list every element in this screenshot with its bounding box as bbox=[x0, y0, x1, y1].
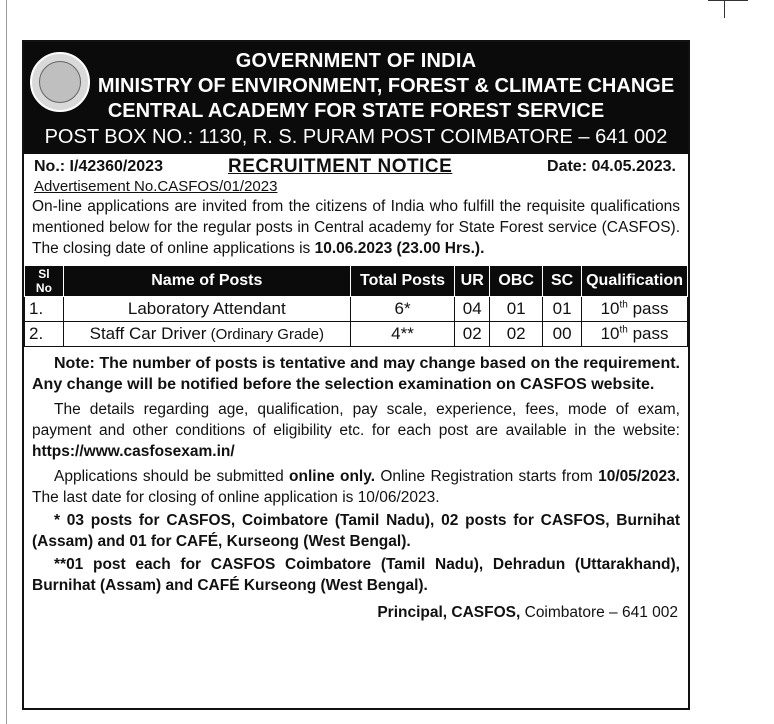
reference-number: No.: I/42360/2023 bbox=[34, 158, 163, 175]
notice-date: Date: 04.05.2023. bbox=[547, 158, 676, 175]
details-paragraph: The details regarding age, qualification, pay scale, experience, fees, mode of exam, payment and other conditions of eligibility etc. for each post are available in the website: https://www.casfosexam.in/ bbox=[32, 401, 680, 460]
header-line-1: GOVERNMENT OF INDIA bbox=[235, 50, 477, 72]
header-line-2: MINISTRY OF ENVIRONMENT, FOREST & CLIMATE CHANGE bbox=[97, 75, 675, 97]
col-sc: SC bbox=[543, 266, 582, 297]
header-line-3: CENTRAL ACADEMY FOR STATE FOREST SERVICE bbox=[107, 100, 605, 122]
cell-qualification: 10th pass bbox=[582, 297, 688, 322]
cell-obc: 01 bbox=[490, 297, 543, 322]
recruitment-advertisement bbox=[22, 40, 690, 710]
page-edge-line bbox=[6, 0, 7, 724]
footnote-single-asterisk: * 03 posts for CASFOS, Coimbatore (Tamil Nadu), 02 posts for CASFOS, Burnihat (Assam) and 01 for CAFÉ, Kurseong (West Bengal). bbox=[32, 512, 680, 550]
website-link[interactable]: https://www.casfosexam.in/ bbox=[32, 443, 235, 460]
cell-sl: 1. bbox=[25, 297, 64, 322]
table-row bbox=[25, 297, 688, 322]
apply-paragraph: Applications should be submitted online only. Online Registration starts from 10/05/2023. The last date for closing of online application is 10/06/2023. bbox=[32, 468, 680, 506]
cell-obc: 02 bbox=[490, 322, 543, 347]
reference-row bbox=[32, 156, 680, 178]
col-obc: OBC bbox=[490, 266, 543, 297]
footnote-double-asterisk: **01 post each for CASFOS Coimbatore (Tamil Nadu), Dehradun (Uttarakhand), Burnihat (Assam) and CAFÉ Kurseong (West Bengal). bbox=[32, 556, 680, 594]
cell-total: 6* bbox=[350, 297, 454, 322]
cell-post-name: Staff Car Driver (Ordinary Grade) bbox=[63, 322, 350, 347]
cell-qualification: 10th pass bbox=[582, 322, 688, 347]
col-sl-no: Sl No bbox=[25, 266, 64, 297]
table-row bbox=[25, 322, 688, 347]
crop-mark-horizontal bbox=[708, 0, 748, 1]
cell-sc: 00 bbox=[543, 322, 582, 347]
advertisement-number: Advertisement No.CASFOS/01/2023 bbox=[34, 178, 278, 195]
cell-total: 4** bbox=[350, 322, 454, 347]
col-ur: UR bbox=[455, 266, 490, 297]
cell-ur: 02 bbox=[455, 322, 490, 347]
header-banner bbox=[24, 42, 688, 154]
header-address: POST BOX NO.: 1130, R. S. PURAM POST COIMBATORE – 641 002 bbox=[44, 126, 668, 148]
table-header-row bbox=[25, 266, 688, 297]
notice-body bbox=[24, 156, 688, 622]
crop-mark-vertical bbox=[724, 0, 725, 18]
intro-paragraph: On-line applications are invited from the citizens of India who fulfill the requisite qualifications mentioned below for the regular posts in Central academy for State Forest service (CASFOS). The closing date of online applications is 10.06.2023 (23.00 Hrs.). bbox=[32, 198, 680, 257]
col-name-of-posts: Name of Posts bbox=[63, 266, 350, 297]
signature-line: Principal, CASFOS, Coimbatore – 641 002 bbox=[377, 604, 678, 621]
note-paragraph: Note: The number of posts is tentative and may change based on the requirement. Any change will be notified before the selection examination on CASFOS website. bbox=[32, 355, 680, 393]
cell-ur: 04 bbox=[455, 297, 490, 322]
cell-post-name: Laboratory Attendant bbox=[63, 297, 350, 322]
posts-table bbox=[24, 265, 688, 347]
cell-sl: 2. bbox=[25, 322, 64, 347]
notice-title: RECRUITMENT NOTICE bbox=[228, 156, 453, 177]
cell-sc: 01 bbox=[543, 297, 582, 322]
col-total-posts: Total Posts bbox=[350, 266, 454, 297]
col-qualification: Qualification bbox=[582, 266, 688, 297]
